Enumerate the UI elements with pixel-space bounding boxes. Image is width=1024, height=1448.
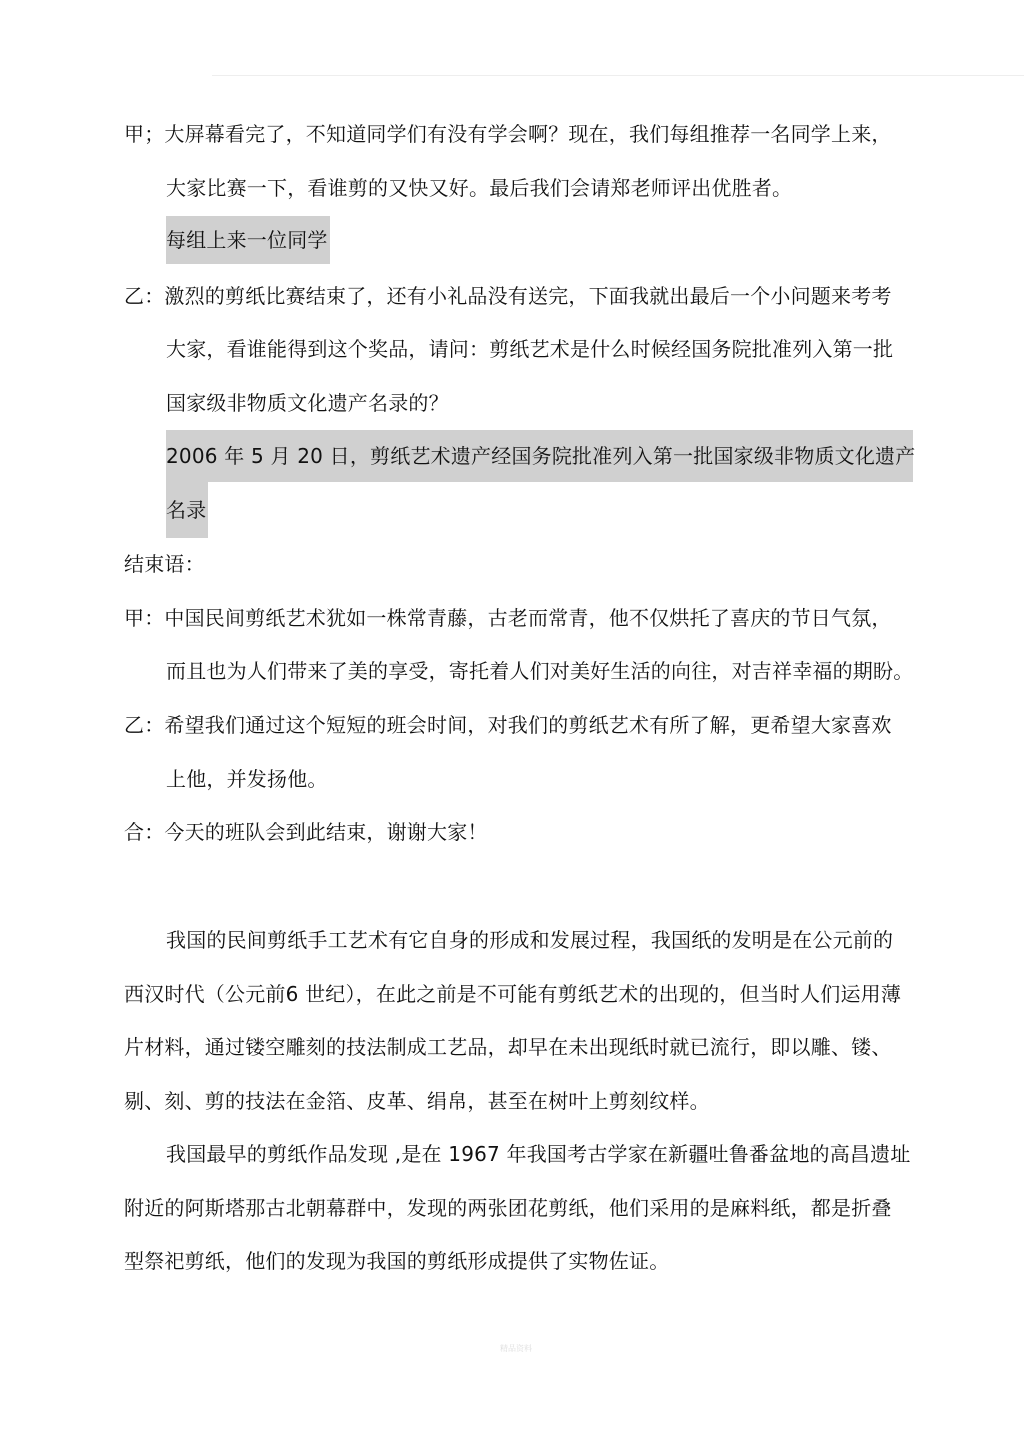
paragraph-line: 我国的民间剪纸手工艺术有它自身的形成和发展过程，我国纸的发明是在公元前的 bbox=[166, 928, 894, 952]
speaker-label: 甲； bbox=[124, 122, 165, 146]
speaker-label: 甲： bbox=[124, 606, 165, 630]
highlighted-answer: 名录 bbox=[166, 482, 208, 538]
dialogue-text: 今天的班队会到此结束，谢谢大家！ bbox=[164, 820, 488, 844]
paragraph-line: 西汉时代（公元前6 世纪），在此之前是不可能有剪纸艺术的出现的，但当时人们运用薄 bbox=[124, 982, 902, 1006]
speaker-label: 乙： bbox=[124, 713, 165, 737]
paragraph-line: 我国最早的剪纸作品发现 ,是在 1967 年我国考古学家在新疆吐鲁番盆地的高昌遗址 bbox=[166, 1142, 911, 1166]
paragraph-line: 附近的阿斯塔那古北朝幕群中，发现的两张团花剪纸，他们采用的是麻料纸，都是折叠 bbox=[124, 1196, 892, 1220]
highlighted-answer: 2006 年 5 月 20 日，剪纸艺术遗产经国务院批准列入第一批国家级非物质文化遗产 bbox=[166, 430, 913, 482]
dialogue-text: 中国民间剪纸艺术犹如一株常青藤，古老而常青，他不仅烘托了喜庆的节日气氛， bbox=[164, 606, 892, 630]
paragraph-line: 型祭祀剪纸，他们的发现为我国的剪纸形成提供了实物佐证。 bbox=[124, 1249, 670, 1273]
dialogue-line bbox=[124, 713, 892, 737]
dialogue-line bbox=[124, 820, 488, 844]
dialogue-line bbox=[124, 284, 892, 308]
speaker-label: 乙： bbox=[124, 284, 165, 308]
paragraph-line: 片材料，通过镂空雕刻的技法制成工艺品，却早在未出现纸时就已流行，即以雕、镂、 bbox=[124, 1035, 892, 1059]
dialogue-line bbox=[124, 606, 892, 630]
paragraph-line: 剔、刻、剪的技法在金箔、皮革、绢帛，甚至在树叶上剪刻纹样。 bbox=[124, 1089, 710, 1113]
dialogue-line: 大家，看谁能得到这个奖品，请问：剪纸艺术是什么时候经国务院批准列入第一批 bbox=[166, 337, 894, 361]
highlighted-answer: 每组上来一位同学 bbox=[166, 216, 330, 264]
dialogue-line: 国家级非物质文化遗产名录的？ bbox=[166, 391, 449, 415]
dialogue-text: 希望我们通过这个短短的班会时间，对我们的剪纸艺术有所了解，更希望大家喜欢 bbox=[164, 713, 892, 737]
speaker-label: 合： bbox=[124, 820, 165, 844]
dialogue-line: 而且也为人们带来了美的享受，寄托着人们对美好生活的向往，对吉祥幸福的期盼。 bbox=[166, 659, 914, 683]
section-heading: 结束语： bbox=[124, 552, 205, 576]
page-footer: 精品资料 bbox=[500, 1344, 532, 1353]
dialogue-line bbox=[124, 122, 892, 146]
dialogue-line: 上他，并发扬他。 bbox=[166, 767, 328, 791]
dialogue-line: 大家比赛一下，看谁剪的又快又好。最后我们会请郑老师评出优胜者。 bbox=[166, 176, 793, 200]
dialogue-text: 大屏幕看完了，不知道同学们有没有学会啊？现在，我们每组推荐一名同学上来， bbox=[164, 122, 892, 146]
dialogue-text: 激烈的剪纸比赛结束了，还有小礼品没有送完，下面我就出最后一个小问题来考考 bbox=[164, 284, 892, 308]
top-divider bbox=[212, 75, 1024, 76]
